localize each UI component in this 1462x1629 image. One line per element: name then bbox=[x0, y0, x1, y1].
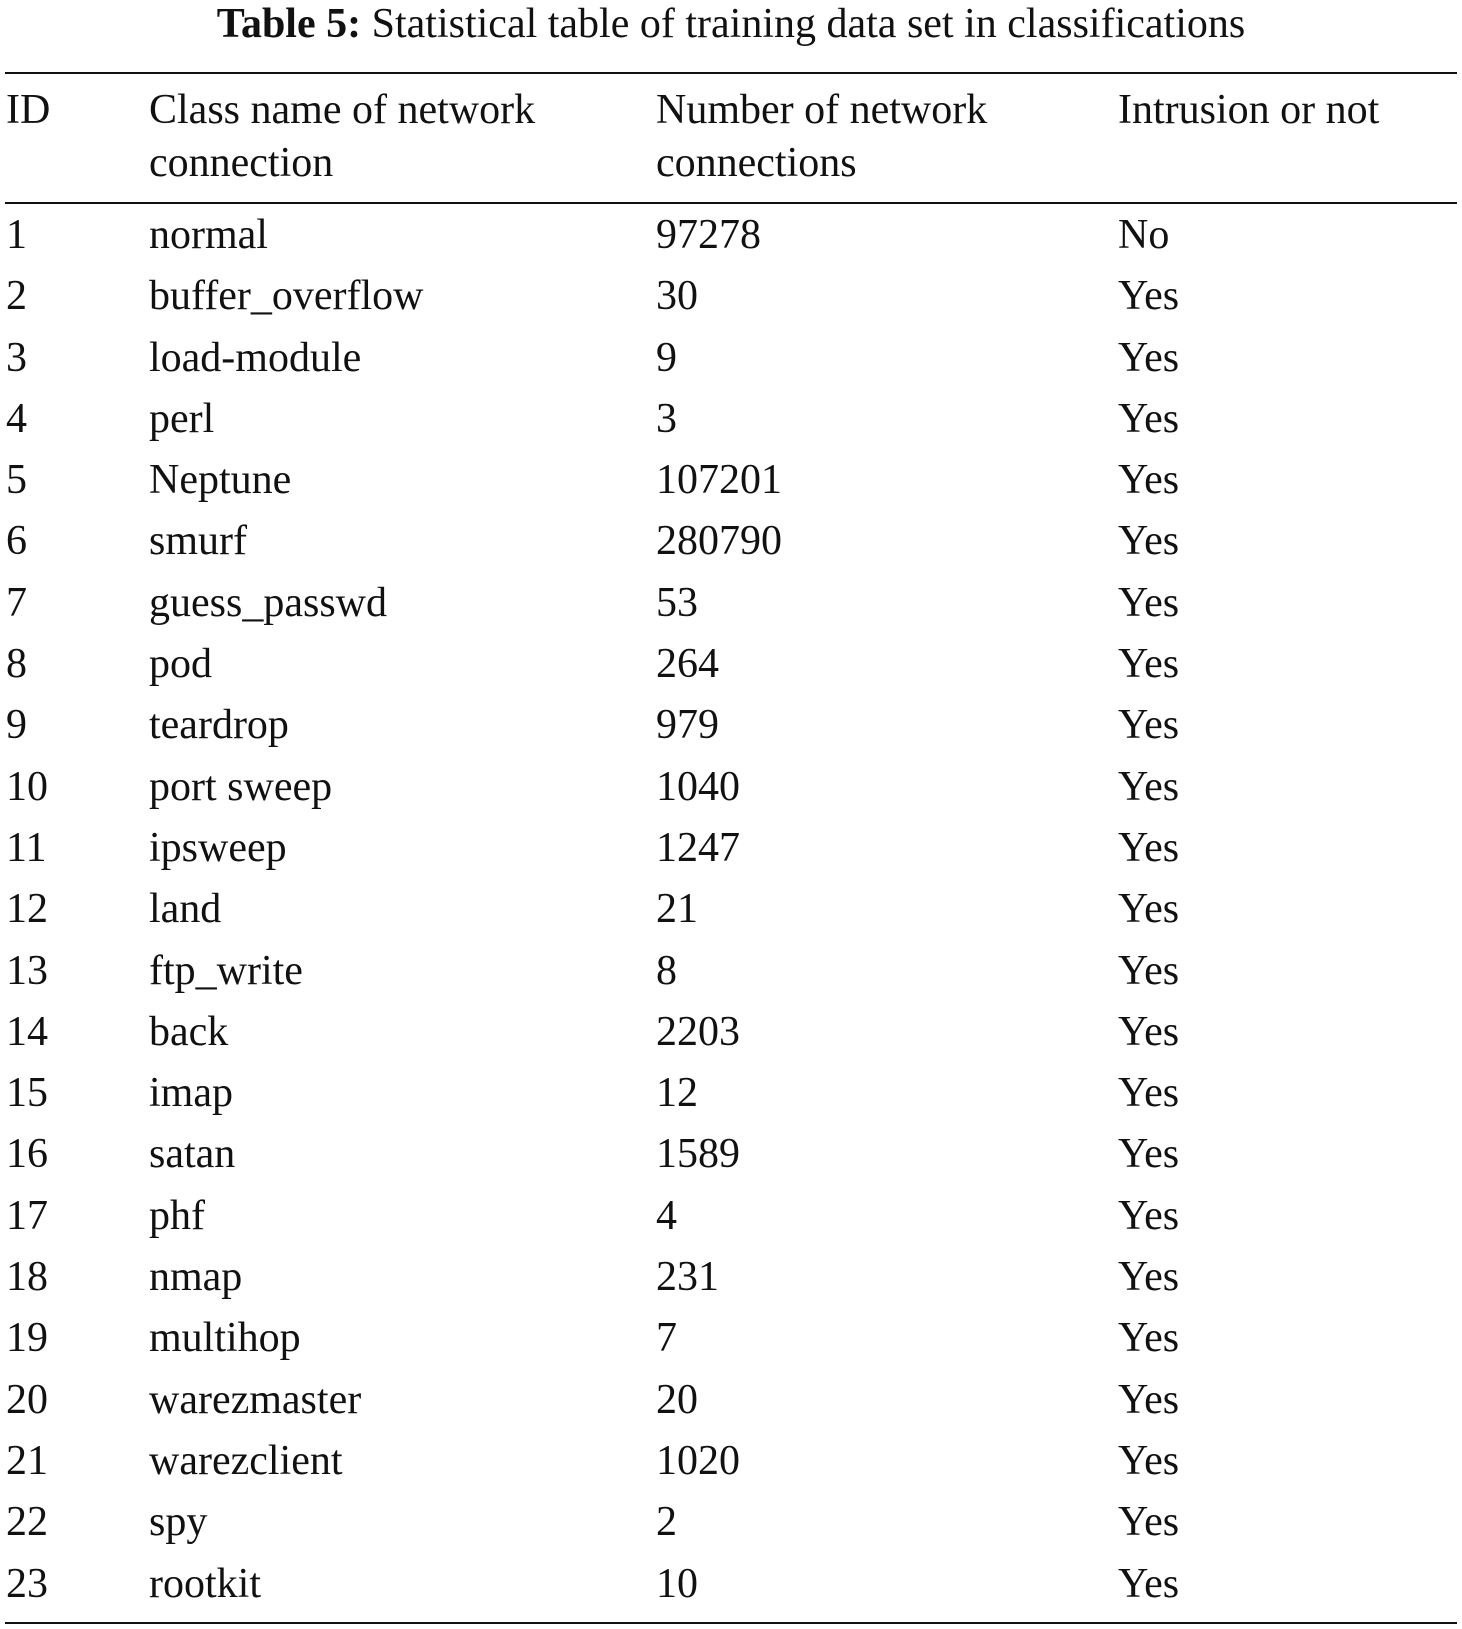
table-row bbox=[0, 1314, 1462, 1375]
cell-intrusion: Yes bbox=[1118, 1254, 1180, 1301]
cell-count: 8 bbox=[656, 947, 677, 994]
cell-class-name: spy bbox=[149, 1499, 208, 1546]
top-rule bbox=[5, 72, 1457, 74]
cell-id: 4 bbox=[6, 395, 27, 442]
cell-id: 23 bbox=[6, 1560, 48, 1607]
cell-count: 1040 bbox=[656, 763, 740, 810]
header-intrusion: Intrusion or not bbox=[1118, 87, 1380, 133]
table-row bbox=[0, 1560, 1462, 1621]
cell-id: 7 bbox=[6, 579, 27, 626]
header-class-name-line1: Class name of network bbox=[149, 87, 536, 133]
cell-intrusion: Yes bbox=[1118, 395, 1180, 442]
cell-count: 97278 bbox=[656, 212, 761, 258]
header-class-name-line2: connection bbox=[149, 140, 334, 186]
cell-id: 10 bbox=[6, 763, 48, 810]
cell-class-name: warezclient bbox=[149, 1437, 343, 1484]
header-row bbox=[0, 84, 1462, 194]
cell-id: 9 bbox=[6, 702, 27, 749]
cell-count: 2203 bbox=[656, 1008, 740, 1055]
cell-class-name: guess_passwd bbox=[149, 579, 387, 626]
cell-class-name: teardrop bbox=[149, 702, 289, 749]
cell-class-name: imap bbox=[149, 1070, 233, 1117]
table-row bbox=[0, 1130, 1462, 1191]
header-number-line1: Number of network bbox=[656, 87, 988, 133]
cell-count: 280790 bbox=[656, 518, 782, 565]
cell-id: 1 bbox=[6, 212, 27, 258]
cell-intrusion: Yes bbox=[1118, 886, 1180, 933]
cell-class-name: land bbox=[149, 886, 222, 933]
cell-count: 1020 bbox=[656, 1437, 740, 1484]
table-row bbox=[0, 640, 1462, 701]
cell-intrusion: Yes bbox=[1118, 1315, 1180, 1362]
cell-count: 3 bbox=[656, 395, 677, 442]
cell-id: 3 bbox=[6, 334, 27, 381]
cell-class-name: port sweep bbox=[149, 763, 333, 810]
cell-intrusion: Yes bbox=[1118, 947, 1180, 994]
cell-id: 22 bbox=[6, 1499, 48, 1546]
cell-count: 7 bbox=[656, 1315, 677, 1362]
table-row bbox=[0, 1376, 1462, 1437]
cell-intrusion: Yes bbox=[1118, 273, 1180, 320]
table-row bbox=[0, 1498, 1462, 1559]
table-row bbox=[0, 517, 1462, 578]
header-class-name bbox=[149, 84, 609, 190]
table-row bbox=[0, 1008, 1462, 1069]
cell-intrusion: No bbox=[1118, 212, 1170, 258]
cell-class-name: satan bbox=[149, 1131, 236, 1178]
table-body bbox=[0, 211, 1462, 1621]
cell-id: 16 bbox=[6, 1131, 48, 1178]
cell-intrusion: Yes bbox=[1118, 702, 1180, 749]
cell-id: 13 bbox=[6, 947, 48, 994]
table-row bbox=[0, 763, 1462, 824]
cell-intrusion: Yes bbox=[1118, 1437, 1180, 1484]
cell-class-name: load-module bbox=[149, 334, 362, 381]
cell-count: 53 bbox=[656, 579, 698, 626]
cell-intrusion: Yes bbox=[1118, 1131, 1180, 1178]
cell-intrusion: Yes bbox=[1118, 1070, 1180, 1117]
cell-intrusion: Yes bbox=[1118, 1192, 1180, 1239]
cell-id: 19 bbox=[6, 1315, 48, 1362]
cell-class-name: ftp_write bbox=[149, 947, 303, 994]
cell-id: 11 bbox=[6, 824, 47, 871]
cell-count: 979 bbox=[656, 702, 719, 749]
table-caption bbox=[0, 0, 1462, 48]
cell-count: 21 bbox=[656, 886, 698, 933]
cell-intrusion: Yes bbox=[1118, 457, 1180, 504]
cell-intrusion: Yes bbox=[1118, 1560, 1180, 1607]
cell-id: 15 bbox=[6, 1070, 48, 1117]
table-row bbox=[0, 701, 1462, 762]
table-caption-label: Table 5: bbox=[216, 1, 362, 47]
table-row bbox=[0, 947, 1462, 1008]
table-row bbox=[0, 211, 1462, 272]
cell-intrusion: Yes bbox=[1118, 518, 1180, 565]
cell-class-name: smurf bbox=[149, 518, 247, 565]
table-row bbox=[0, 334, 1462, 395]
cell-count: 1589 bbox=[656, 1131, 740, 1178]
table-row bbox=[0, 1192, 1462, 1253]
cell-id: 14 bbox=[6, 1008, 48, 1055]
cell-id: 20 bbox=[6, 1376, 48, 1423]
cell-intrusion: Yes bbox=[1118, 1376, 1180, 1423]
bottom-rule bbox=[5, 1622, 1457, 1624]
cell-count: 4 bbox=[656, 1192, 677, 1239]
table-header bbox=[0, 84, 1462, 194]
cell-count: 10 bbox=[656, 1560, 698, 1607]
cell-count: 9 bbox=[656, 334, 677, 381]
cell-id: 2 bbox=[6, 273, 27, 320]
cell-class-name: pod bbox=[149, 641, 212, 688]
cell-class-name: phf bbox=[149, 1192, 205, 1239]
cell-class-name: ipsweep bbox=[149, 824, 287, 871]
cell-class-name: normal bbox=[149, 212, 268, 258]
cell-class-name: perl bbox=[149, 395, 215, 442]
cell-count: 12 bbox=[656, 1070, 698, 1117]
cell-class-name: warezmaster bbox=[149, 1376, 362, 1423]
cell-intrusion: Yes bbox=[1118, 824, 1180, 871]
table-row bbox=[0, 272, 1462, 333]
cell-id: 18 bbox=[6, 1254, 48, 1301]
cell-count: 30 bbox=[656, 273, 698, 320]
cell-count: 1247 bbox=[656, 824, 740, 871]
cell-id: 17 bbox=[6, 1192, 48, 1239]
cell-intrusion: Yes bbox=[1118, 1499, 1180, 1546]
table-caption-text: Statistical table of training data set in classifications bbox=[371, 1, 1246, 47]
cell-class-name: nmap bbox=[149, 1254, 243, 1301]
cell-intrusion: Yes bbox=[1118, 579, 1180, 626]
cell-class-name: multihop bbox=[149, 1315, 301, 1362]
cell-count: 20 bbox=[656, 1376, 698, 1423]
header-rule bbox=[5, 202, 1457, 204]
table-row bbox=[0, 1437, 1462, 1498]
cell-id: 21 bbox=[6, 1437, 48, 1484]
cell-class-name: buffer_overflow bbox=[149, 273, 424, 320]
cell-intrusion: Yes bbox=[1118, 763, 1180, 810]
header-number-line2: connections bbox=[656, 140, 857, 186]
table-row bbox=[0, 1253, 1462, 1314]
cell-class-name: rootkit bbox=[149, 1560, 261, 1607]
cell-intrusion: Yes bbox=[1118, 641, 1180, 688]
table-row bbox=[0, 885, 1462, 946]
table-row bbox=[0, 395, 1462, 456]
cell-count: 107201 bbox=[656, 457, 782, 504]
cell-id: 8 bbox=[6, 641, 27, 688]
table-row bbox=[0, 579, 1462, 640]
cell-count: 264 bbox=[656, 641, 719, 688]
header-number bbox=[656, 84, 1096, 190]
header-id: ID bbox=[6, 87, 51, 133]
cell-id: 5 bbox=[6, 457, 27, 504]
table-row bbox=[0, 456, 1462, 517]
cell-intrusion: Yes bbox=[1118, 1008, 1180, 1055]
cell-count: 2 bbox=[656, 1499, 677, 1546]
cell-class-name: Neptune bbox=[149, 457, 292, 504]
cell-class-name: back bbox=[149, 1008, 229, 1055]
cell-id: 12 bbox=[6, 886, 48, 933]
table-row bbox=[0, 824, 1462, 885]
cell-count: 231 bbox=[656, 1254, 719, 1301]
cell-id: 6 bbox=[6, 518, 27, 565]
cell-intrusion: Yes bbox=[1118, 334, 1180, 381]
table-row bbox=[0, 1069, 1462, 1130]
